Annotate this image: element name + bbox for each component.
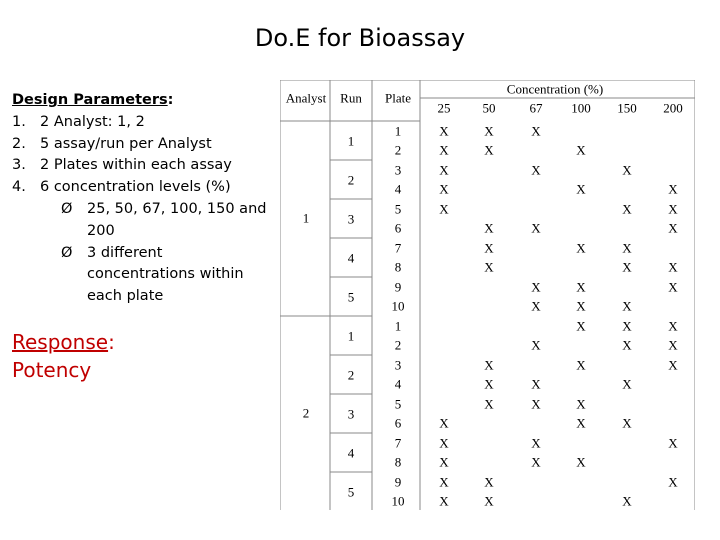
assignment-mark: X [576, 142, 586, 158]
plate-label: 9 [394, 474, 402, 490]
analyst-2: 2 [302, 405, 310, 421]
assignment-mark: X [576, 318, 586, 334]
assignment-mark: X [622, 162, 632, 178]
assignment-mark: X [484, 259, 494, 275]
plate-label: 2 [394, 142, 402, 158]
assignment-mark: X [576, 357, 586, 373]
assignment-mark: X [668, 435, 678, 451]
concentration-50-header: 50 [482, 100, 496, 116]
concentration-150-header: 150 [617, 100, 637, 116]
plate-label: 8 [394, 259, 402, 275]
plate-label: 8 [394, 454, 402, 470]
assignment-mark: X [531, 435, 541, 451]
assignment-mark: X [439, 181, 449, 197]
concentration-header: Concentration (%) [506, 81, 604, 97]
plate-label: 2 [394, 337, 402, 353]
assignment-mark: X [622, 376, 632, 392]
plate-label: 4 [394, 376, 402, 392]
assignment-mark: X [668, 220, 678, 236]
assignment-mark: X [439, 142, 449, 158]
arrow-bullet-icon: Ø [61, 244, 73, 261]
concentration-25-header: 25 [437, 100, 451, 116]
assignment-mark: X [622, 493, 632, 509]
parameter-subitem: Ø 3 different concentrations within each plate [12, 243, 272, 308]
assignment-mark: X [439, 415, 449, 431]
assignment-mark: X [531, 396, 541, 412]
response-label: Response [12, 330, 109, 354]
plate-label: 6 [394, 415, 402, 431]
plate-label: 7 [394, 435, 402, 451]
assignment-mark: X [531, 298, 541, 314]
assignment-mark: X [622, 259, 632, 275]
doe-table [280, 80, 695, 510]
assignment-mark: X [484, 493, 494, 509]
assignment-mark: X [668, 337, 678, 353]
assignment-mark: X [531, 162, 541, 178]
design-parameters [12, 90, 272, 308]
run-label: 2 [347, 367, 355, 382]
assignment-mark: X [439, 201, 449, 217]
plate-label: 7 [394, 240, 402, 256]
run-label: 1 [347, 133, 355, 148]
assignment-mark: X [484, 240, 494, 256]
analyst-header: Analyst [285, 90, 327, 106]
assignment-mark: X [439, 162, 449, 178]
assignment-mark: X [531, 376, 541, 392]
plate-label: 10 [391, 298, 405, 314]
assignment-mark: X [439, 454, 449, 470]
run-label: 1 [347, 328, 355, 343]
assignment-mark: X [484, 474, 494, 490]
assignment-mark: X [439, 493, 449, 509]
response-value: Potency [12, 358, 92, 382]
assignment-mark: X [484, 396, 494, 412]
response: Response: Potency [12, 328, 262, 384]
assignment-mark: X [668, 357, 678, 373]
run-label: 3 [347, 211, 355, 226]
slide-title: Do.E for Bioassay [254, 24, 466, 52]
assignment-mark: X [531, 279, 541, 295]
plate-label: 3 [394, 357, 402, 373]
assignment-mark: X [531, 337, 541, 353]
assignment-mark: X [439, 435, 449, 451]
assignment-mark: X [531, 454, 541, 470]
assignment-mark: X [576, 454, 586, 470]
assignment-mark: X [576, 240, 586, 256]
assignment-mark: X [622, 298, 632, 314]
assignment-mark: X [622, 337, 632, 353]
assignment-mark: X [576, 396, 586, 412]
plate-label: 9 [394, 279, 402, 295]
assignment-mark: X [576, 415, 586, 431]
plate-label: 1 [394, 318, 402, 334]
assignment-mark: X [622, 318, 632, 334]
parameter-subitem: Ø 25, 50, 67, 100, 150 and 200 [12, 199, 272, 243]
analyst-1: 1 [302, 210, 310, 226]
run-label: 4 [347, 445, 355, 460]
assignment-mark: X [484, 357, 494, 373]
parameter-item: 3. 2 Plates within each assay [12, 157, 232, 174]
run-label: 2 [347, 172, 355, 187]
concentration-200-header: 200 [663, 100, 683, 116]
arrow-bullet-icon: Ø [61, 200, 73, 217]
concentration-67-header: 67 [529, 100, 543, 116]
concentration-100-header: 100 [571, 100, 591, 116]
assignment-mark: X [484, 220, 494, 236]
assignment-mark: X [668, 181, 678, 197]
plate-label: 5 [394, 396, 402, 412]
assignment-mark: X [622, 201, 632, 217]
plate-label: 4 [394, 181, 402, 197]
plate-label: 6 [394, 220, 402, 236]
assignment-mark: X [668, 318, 678, 334]
run-label: 5 [347, 289, 355, 304]
assignment-mark: X [668, 279, 678, 295]
assignment-mark: X [668, 201, 678, 217]
assignment-mark: X [622, 240, 632, 256]
assignment-mark: X [439, 474, 449, 490]
assignment-mark: X [668, 259, 678, 275]
run-label: 3 [347, 406, 355, 421]
assignment-mark: X [531, 123, 541, 139]
assignment-mark: X [439, 123, 449, 139]
plate-label: 10 [391, 493, 405, 509]
assignment-mark: X [484, 123, 494, 139]
run-header: Run [340, 90, 362, 106]
assignment-mark: X [622, 415, 632, 431]
parameter-item: 1. 2 Analyst: 1, 2 [12, 113, 145, 130]
plate-label: 1 [394, 123, 402, 139]
assignment-mark: X [484, 142, 494, 158]
assignment-mark: X [576, 279, 586, 295]
parameter-item: 2. 5 assay/run per Analyst [12, 135, 212, 152]
plate-label: 3 [394, 162, 402, 178]
plate-header: Plate [385, 90, 411, 106]
run-label: 5 [347, 484, 355, 499]
plate-label: 5 [394, 201, 402, 217]
assignment-mark: X [484, 376, 494, 392]
design-parameters-heading: Design Parameters: [12, 92, 174, 108]
assignment-mark: X [668, 474, 678, 490]
parameter-item: 4. 6 concentration levels (%) [12, 179, 231, 196]
assignment-mark: X [531, 220, 541, 236]
assignment-mark: X [576, 181, 586, 197]
assignment-mark: X [576, 298, 586, 314]
run-label: 4 [347, 250, 355, 265]
